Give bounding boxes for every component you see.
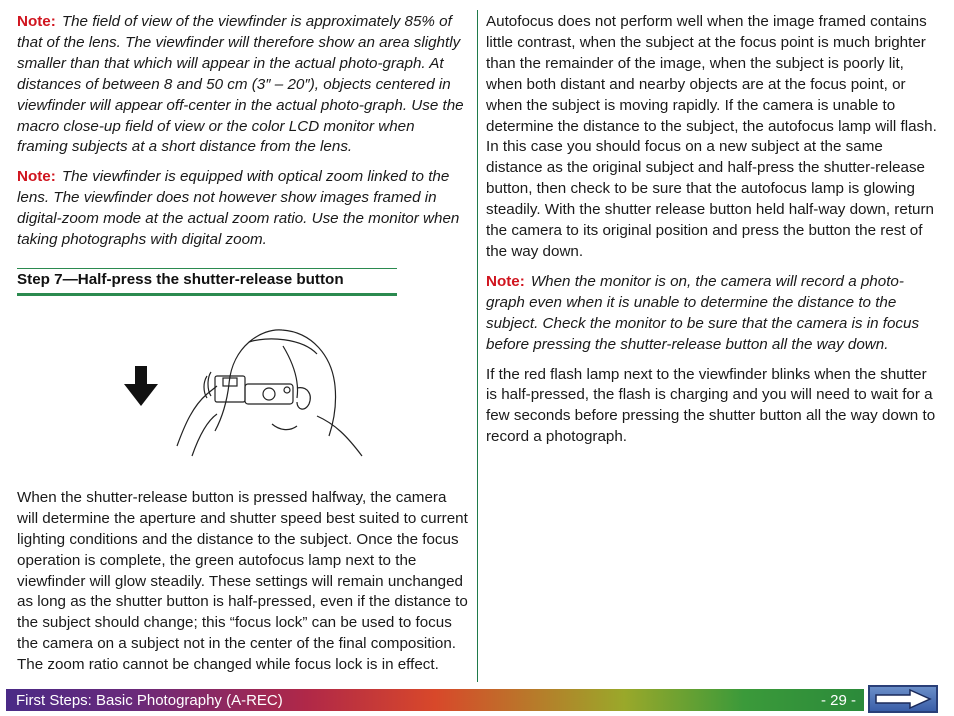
- note-text: When the monitor is on, the camera will record a photo-graph even when it is unable to determine the distance to the subject. Check the monitor to be sure that the camera is in focus before pressing the shutter-release button all the way down.: [486, 272, 920, 353]
- body-paragraph: Autofocus does not perform well when the image framed contains little contrast, when the subject at the focus point is much brighter than the remainder of the image, when the subject is poorly lit, when both distant and nearby objects are at the focus point, or when the subject is moving rapidly. If the camera is unable to determine the distance to the subject, the autofocus lamp will flash. In this case you should focus on a new subject at the same distance as the original subject and half-press the shutter-release button, then check to be sure that the autofocus lamp is glowing steadily. With the shutter release button held half-way down, return the camera to its original position and press the button the rest of the way down.: [486, 13, 937, 260]
- note-paragraph: [486, 272, 938, 356]
- body-paragraph: When the shutter-release button is pressed halfway, the camera will determine the aperture and shutter speed best suited to current lighting conditions and the distance to the subject. Once the focus operation is complete, the green autofocus lamp next to the viewfinder will glow steadily. These settings will remain unchanged as long as the shutter button is half-pressed, even if the distance to the subject should change; this “focus lock” can be used to focus the camera on a subject not in the center of the final composition. The zoom ratio cannot be changed while focus lock is in effect.: [17, 488, 468, 674]
- note-text: The field of view of the viewfinder is approximately 85% of that of the lens. The viewfinder will therefore show an area slightly smaller than that which will appear in the actual photo-graph. At distances of between 8 and 50 cm (3″ – 20″), objects centered in viewfinder will appear off-center in the actual photo-graph. Use the macro close-up field of view or the color LCD monitor when framing subjects at a short distance from the lens.: [17, 13, 464, 156]
- note-label: Note:: [17, 13, 56, 30]
- person-holding-camera-illustration: [177, 330, 362, 456]
- note-paragraph: [17, 167, 469, 251]
- step-heading: Step 7—Half-press the shutter-release button: [17, 268, 397, 296]
- footer-bar: [6, 689, 864, 711]
- footer-title: First Steps: Basic Photography (A-REC): [16, 692, 283, 709]
- right-arrow-icon: [870, 687, 936, 711]
- page-number: - 29 -: [821, 692, 857, 709]
- shutter-illustration: [17, 306, 469, 474]
- left-column: [17, 12, 469, 685]
- body-paragraph: If the red flash lamp next to the viewfinder blinks when the shutter is half-pressed, the flash is charging and you will need to wait for a few seconds before pressing the shutter button all the way down to record a photograph.: [486, 365, 936, 446]
- note-text: The viewfinder is equipped with optical zoom linked to the lens. The viewfinder does not however show images framed in digital-zoom mode at the actual zoom ratio. Use the monitor when taking photographs with digital zoom.: [17, 168, 460, 249]
- footer: [0, 688, 954, 716]
- note-label: Note:: [486, 272, 525, 290]
- right-column: [486, 12, 938, 457]
- note-paragraph: [17, 12, 469, 158]
- down-arrow-icon: [124, 366, 158, 406]
- next-page-button[interactable]: [868, 685, 938, 713]
- note-label: Note:: [17, 168, 56, 186]
- column-divider: [477, 10, 478, 682]
